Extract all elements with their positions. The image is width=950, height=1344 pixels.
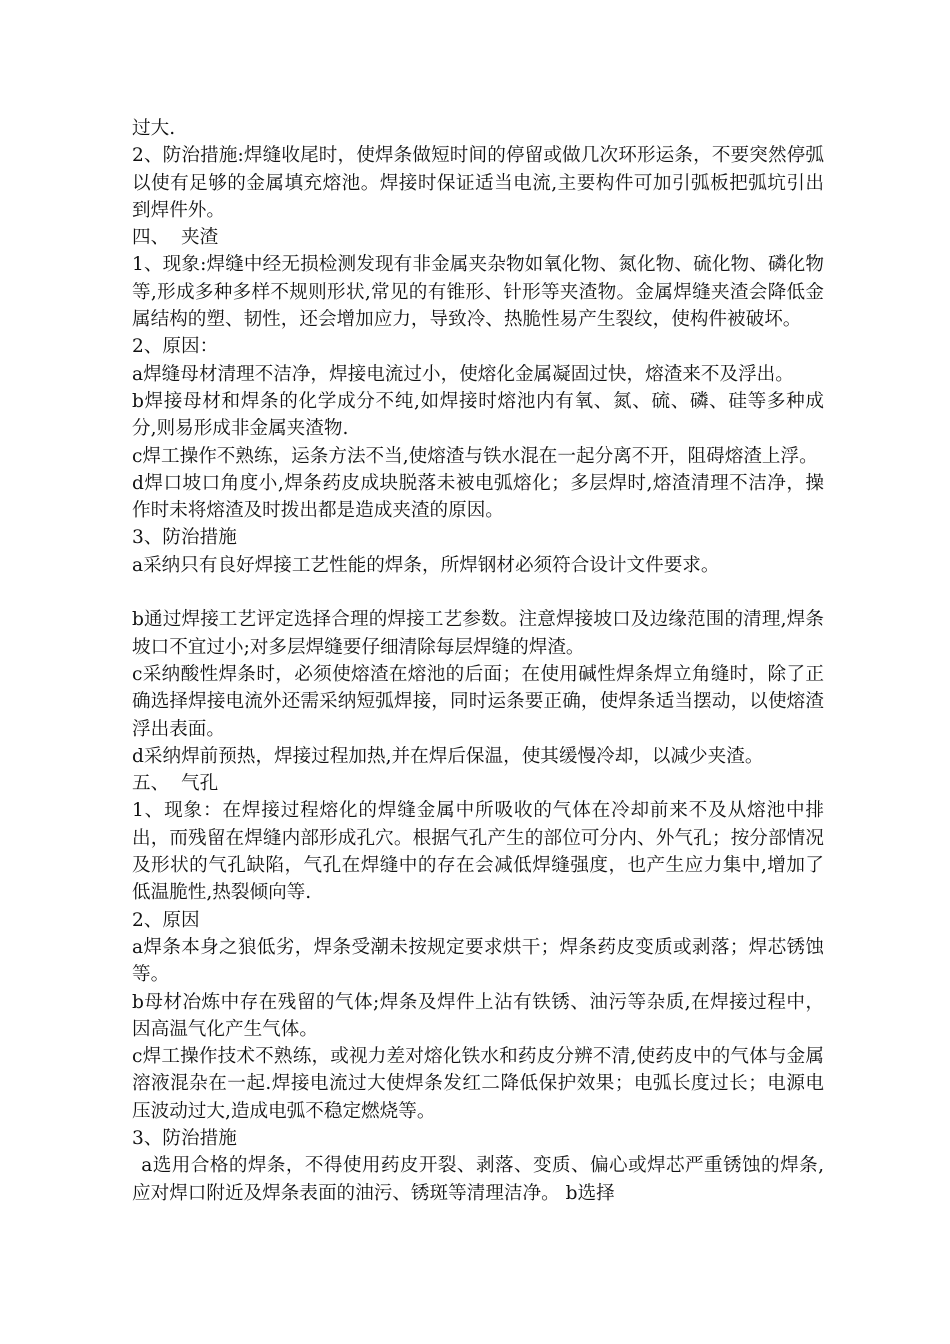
text-paragraph: b母材冶炼中存在残留的气体;焊条及焊件上沾有铁锈、油污等杂质,在焊接过程中，因高温气化产生气体。: [132, 991, 824, 1040]
text-paragraph: c焊工操作不熟练，运条方法不当,使熔渣与铁水混在一起分离不开，阻碍熔渣上浮。: [132, 445, 818, 467]
text-paragraph: a焊条本身之狼低劣，焊条受潮未按规定要求烘干；焊条药皮变质或剥落；焊芯锈蚀等。: [132, 936, 824, 986]
text-paragraph: 过大.: [132, 118, 176, 139]
subsection-heading: 2、原因: [132, 909, 200, 931]
text-paragraph: d焊口坡口角度小,焊条药皮成块脱落未被电弧熔化；多层焊时,熔渣清理不洁净，操作时未将熔渣及时拨出都是造成夹渣的原因。: [132, 472, 824, 522]
text-paragraph: c焊工操作技术不熟练，或视力差对熔化铁水和药皮分辨不清,使药皮中的气体与金属溶液混杂在一起.焊接电流过大使焊条发红二降低保护效果；电弧长度过长；电源电压波动过大,造成电弧不稳定燃烧等。: [132, 1046, 824, 1122]
text-paragraph: d采纳焊前预热，焊接过程加热,并在焊后保温，使其缓慢冷却，以减少夹渣。: [132, 745, 764, 767]
text-paragraph: b焊接母材和焊条的化学成分不纯,如焊接时熔池内有氧、氮、硫、磷、硅等多种成分,则易形成非金属夹渣物.: [132, 390, 824, 440]
text-paragraph: a焊缝母材清理不洁净，焊接电流过小，使熔化金属凝固过快，熔渣来不及浮出。: [132, 363, 794, 385]
blank-line: [132, 579, 824, 606]
text-paragraph: a采纳只有良好焊接工艺性能的焊条，所焊钢材必须符合设计文件要求。: [132, 554, 720, 576]
text-paragraph: 2、防治措施:焊缝收尾时，使焊条做短时间的停留或做几次环形运条，不要突然停弧以使有足够的金属填充熔池。焊接时保证适当电流,主要构件可加引弧板把弧坑引出到焊件外。: [132, 145, 824, 221]
section-heading: 四、 夹渣: [132, 227, 219, 249]
text-paragraph: b通过焊接工艺评定选择合理的焊接工艺参数。注意焊接坡口及边缘范围的清理,焊条坡口不宜过小;对多层焊缝要仔细清除每层焊缝的焊渣。: [132, 609, 824, 658]
text-paragraph: 1、现象：在焊接过程熔化的焊缝金属中所吸收的气体在冷却前来不及从熔池中排出，而残留在焊缝内部形成孔穴。根据气孔产生的部位可分内、外气孔；按分部情况及形状的气孔缺陷，气孔在焊缝中的存在会减低焊缝强度，也产生应力集中,增加了低温脆性,热裂倾向等.: [132, 800, 824, 904]
text-paragraph: 1、现象:焊缝中经无损检测发现有非金属夹杂物如氧化物、氮化物、硫化物、磷化物等,形成多种多样不规则形状,常见的有锥形、针形等夹渣物。金属焊缝夹渣会降低金属结构的塑、韧性，还会增加应力，导致冷、热脆性易产生裂纹，使构件被破坏。: [132, 254, 824, 331]
text-paragraph: c采纳酸性焊条时，必须使熔渣在熔池的后面；在使用碱性焊条焊立角缝时，除了正确选择焊接电流外还需采纳短弧焊接，同时运条要正确，使焊条适当摆动，以使熔渣浮出表面。: [132, 663, 824, 740]
subsection-heading: 3、防治措施: [132, 527, 237, 549]
document-page: [132, 115, 824, 1207]
text-paragraph: a选用合格的焊条，不得使用药皮开裂、剥落、变质、偏心或焊芯严重锈蚀的焊条,应对焊口附近及焊条表面的油污、锈斑等清理洁净。 b选择: [132, 1155, 824, 1204]
subsection-heading: 3、防治措施: [132, 1127, 237, 1149]
section-heading: 五、 气孔: [132, 773, 219, 795]
subsection-heading: 2、原因：: [132, 336, 219, 358]
